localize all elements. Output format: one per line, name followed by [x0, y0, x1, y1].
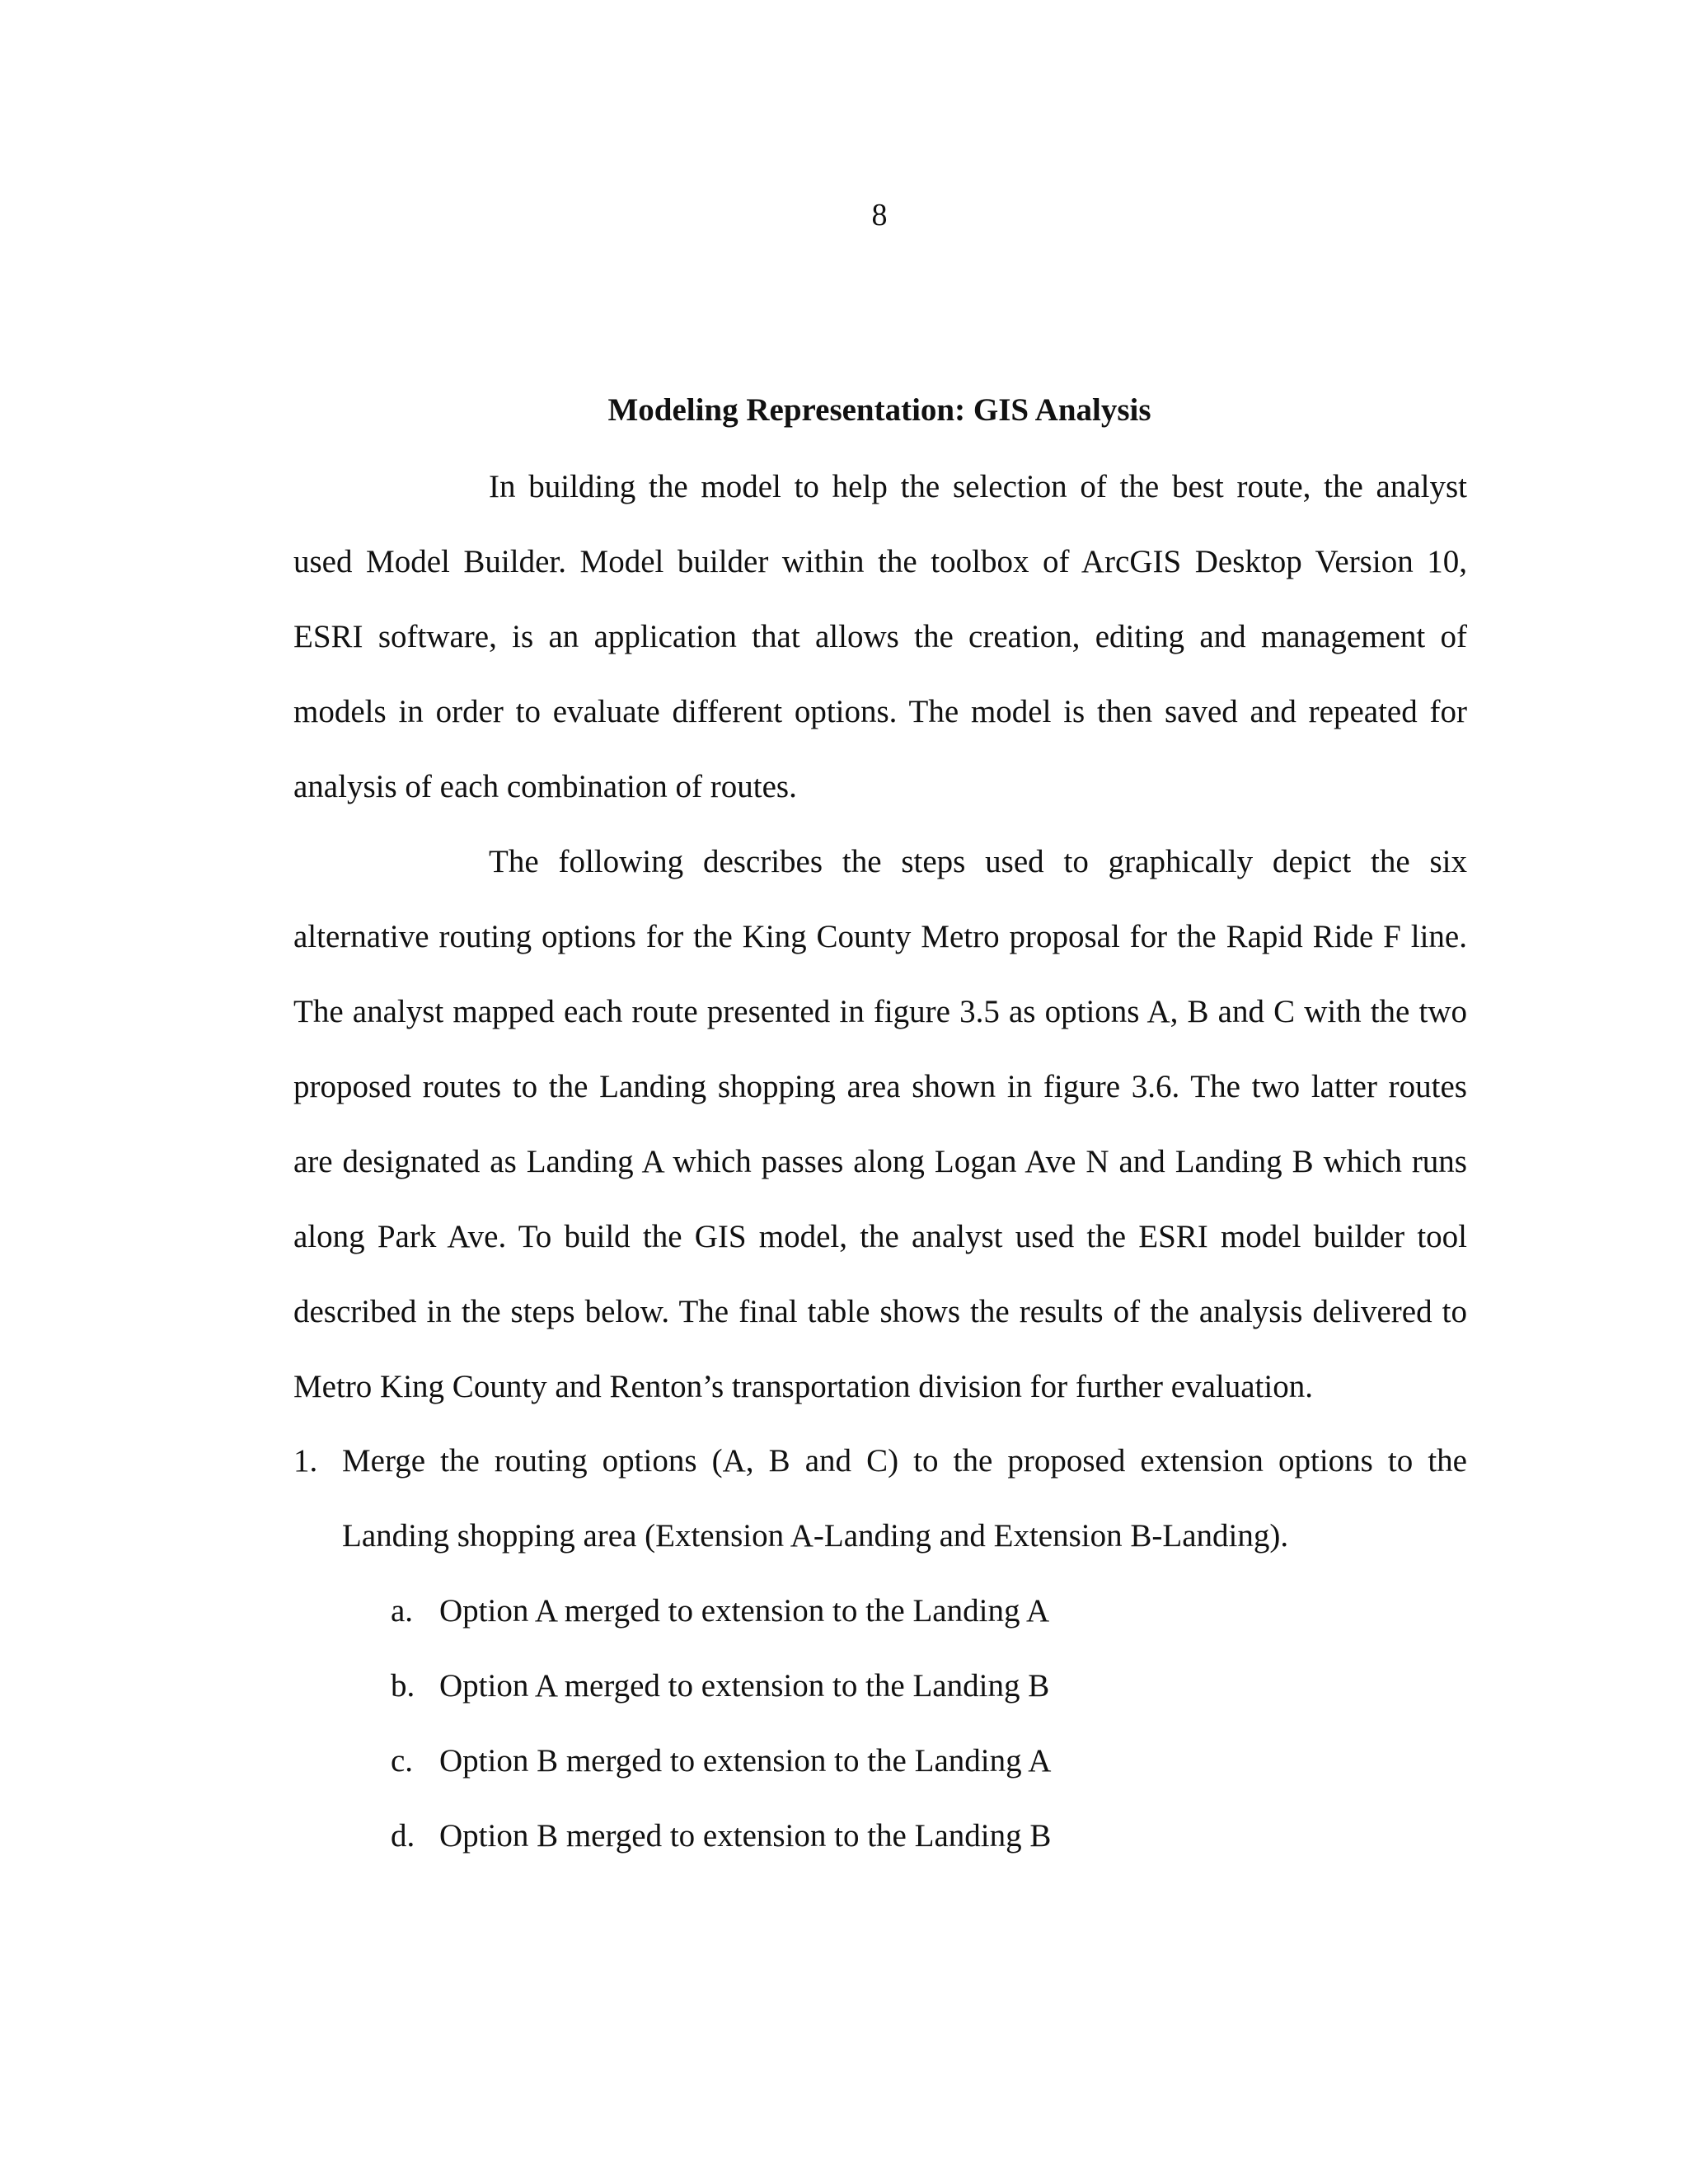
substep-item — [391, 1573, 1297, 1648]
step-number: 1. — [293, 1443, 318, 1479]
substep-text: Option A merged to extension to the Landing B — [439, 1668, 1050, 1704]
paragraph-text: The following describes the steps used to graphically depict the six alternative routing options for the King County Metro proposal for the Rapid Ride F line. The analyst mapped each route presented in figure 3.5 as options A, B and C with the two proposed routes to the Landing shopping area shown in figure 3.6. The two latter routes are designated as Landing A which passes along Logan Ave N and Landing B which runs along Park Ave. To build the GIS model, the analyst used the ESRI model builder tool described in the steps below. The final table shows the results of the analysis delivered to Metro King County and Renton’s transportation division for further evaluation. — [293, 844, 1467, 1404]
substep-text: Option B merged to extension to the Landing B — [439, 1818, 1052, 1854]
substep-item — [391, 1648, 1297, 1723]
paragraph-model-builder — [293, 449, 1467, 824]
substep-letter: a. — [391, 1593, 414, 1629]
substep-letter: b. — [391, 1668, 415, 1704]
step-text: Merge the routing options (A, B and C) to the proposed extension options to the Landing shopping area (Extension A-Landing and Extension B-Landing). — [342, 1443, 1467, 1554]
step-1 — [293, 1423, 1467, 1573]
substep-list — [391, 1573, 1297, 1873]
substep-letter: d. — [391, 1818, 415, 1854]
substep-text: Option A merged to extension to the Landing A — [439, 1593, 1050, 1629]
substep-item — [391, 1798, 1297, 1873]
substep-text: Option B merged to extension to the Landing A — [439, 1743, 1052, 1779]
substep-item — [391, 1723, 1297, 1798]
paragraph-text: In building the model to help the selection of the best route, the analyst used Model Builder. Model builder within the toolbox of ArcGIS Desktop Version 10, ESRI software, is an application that allows the creation, editing and management of models in order to evaluate different options. The model is then saved and repeated for analysis of each combination of routes. — [293, 469, 1467, 804]
paragraph-routing-options — [293, 824, 1467, 1424]
section-heading: Modeling Representation: GIS Analysis — [607, 392, 1151, 428]
page-number: 8 — [871, 198, 888, 232]
substep-letter: c. — [391, 1743, 414, 1779]
